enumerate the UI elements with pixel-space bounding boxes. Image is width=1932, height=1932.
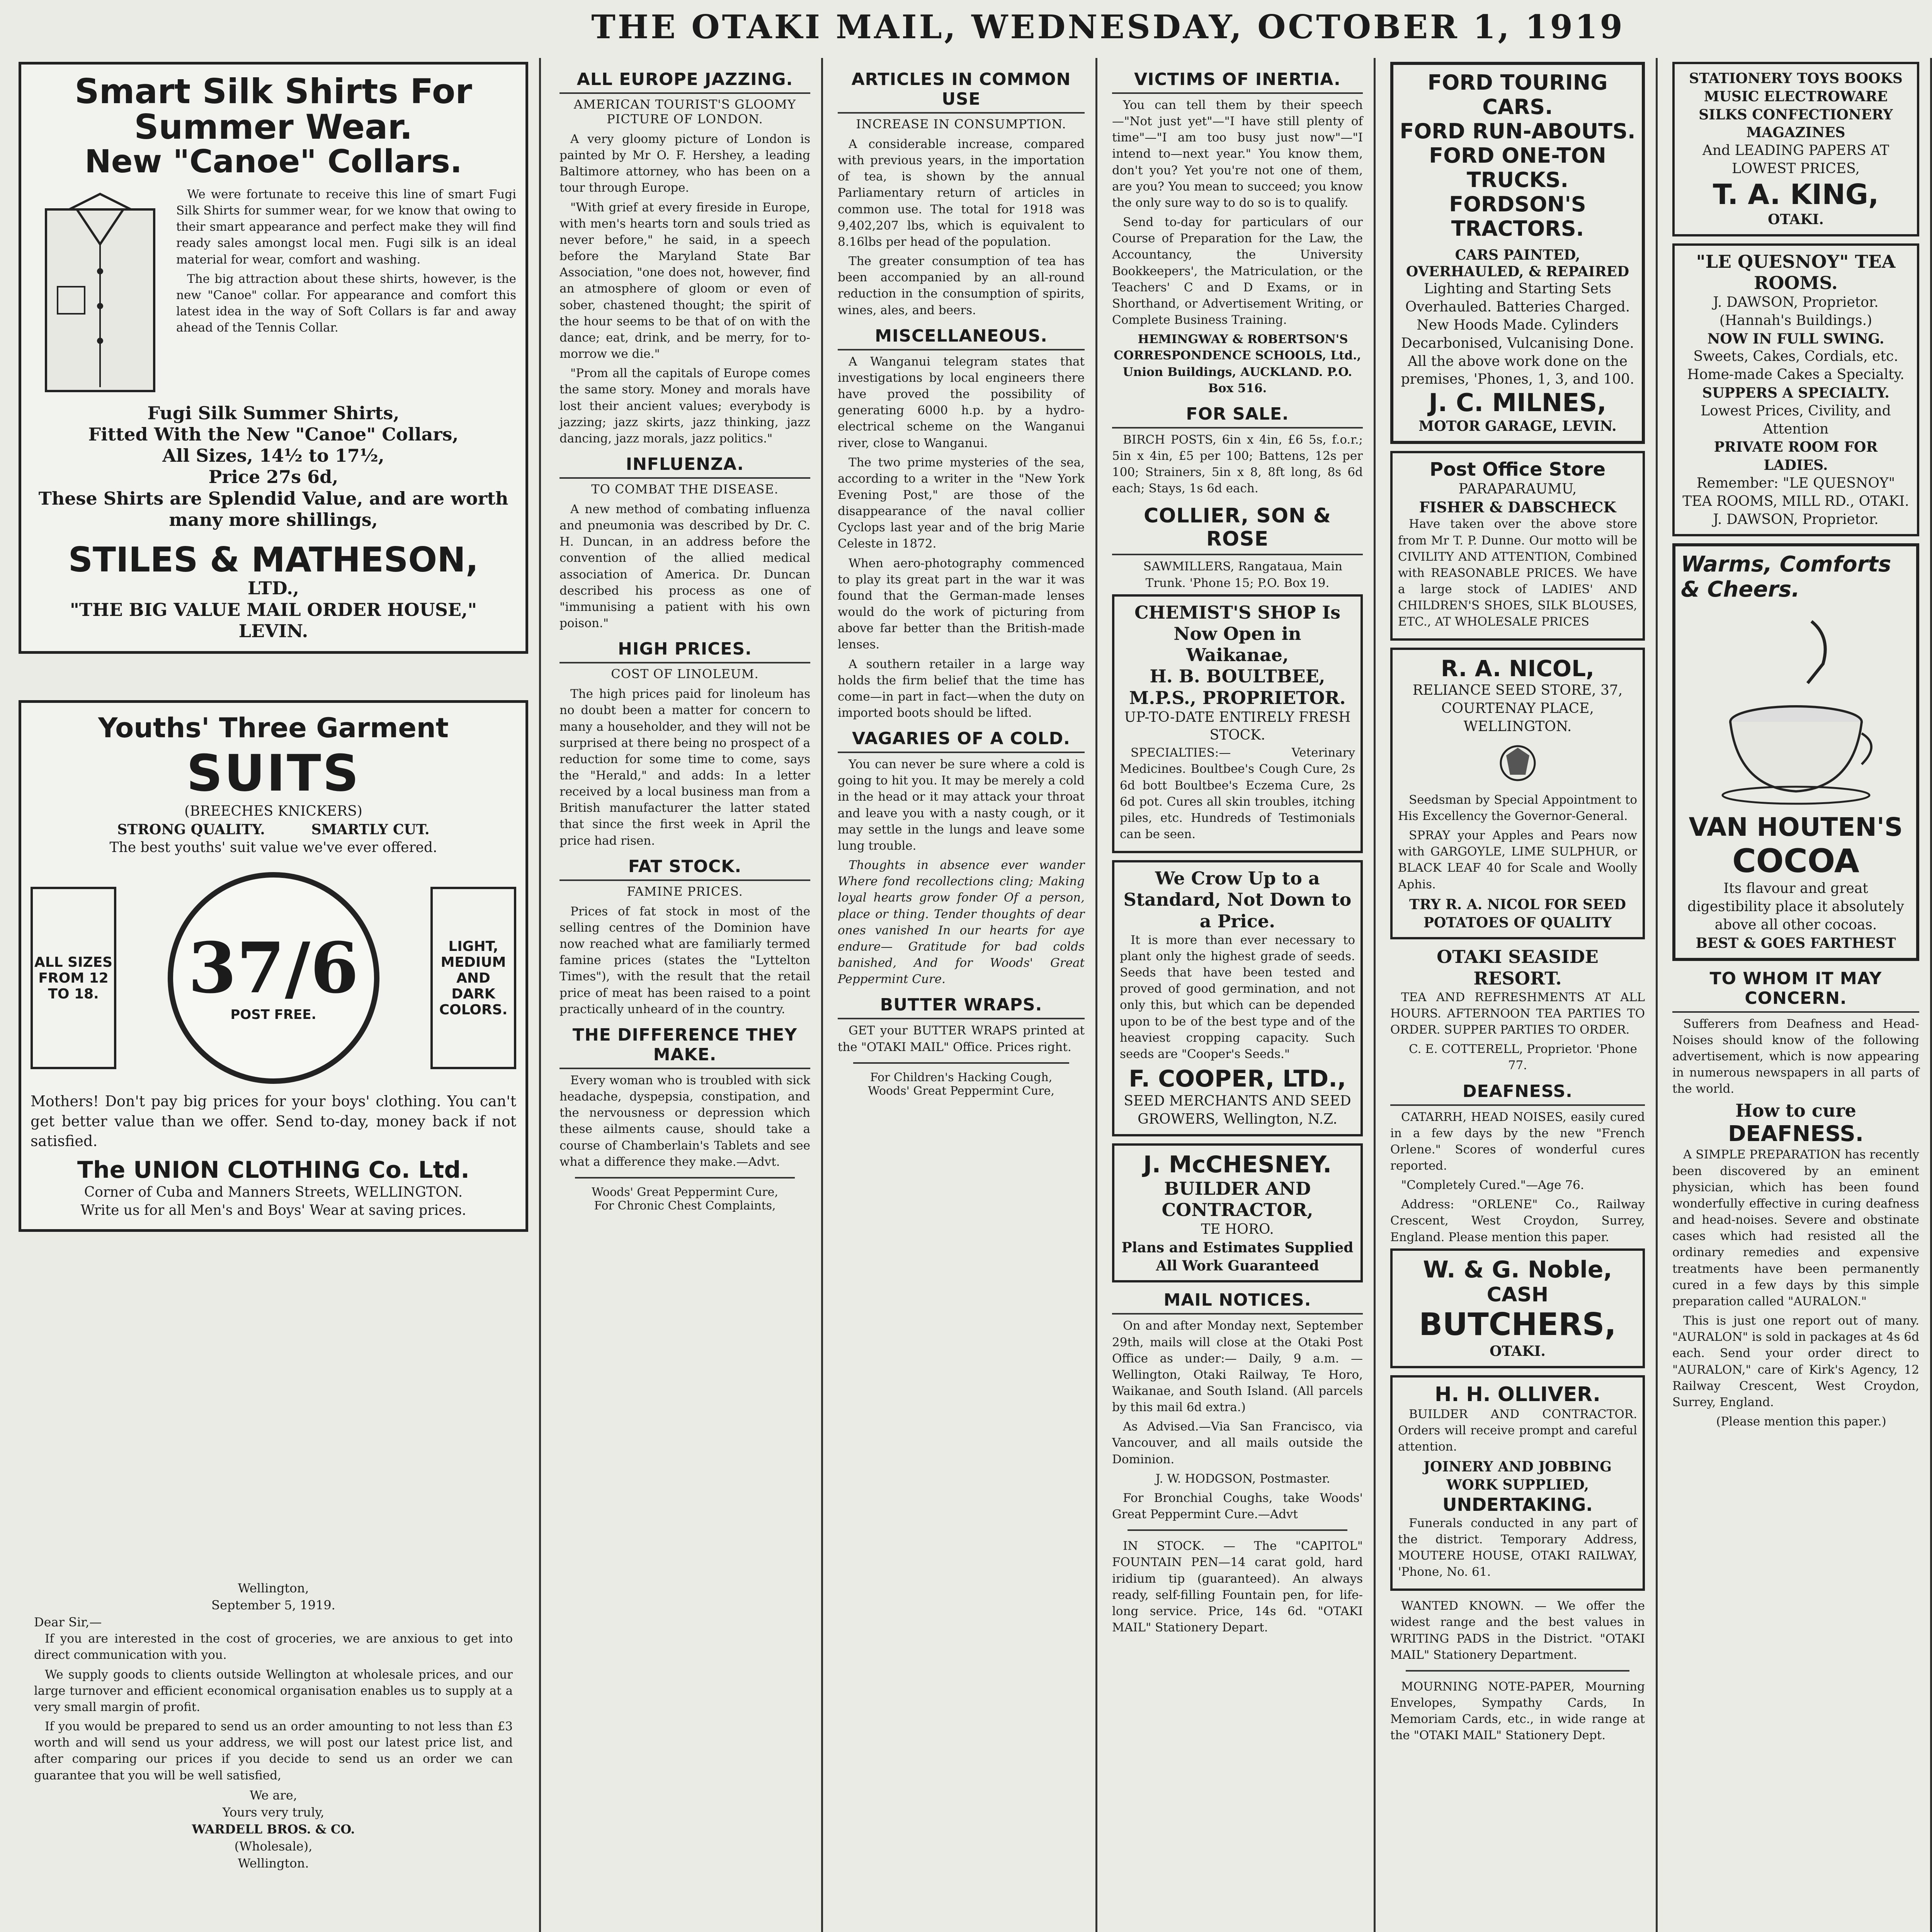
fountain-pen: IN STOCK. — The "CAPITOL" FOUNTAIN PEN—14 carat gold, hard iridium tip (guaranteed). An always ready, self-filling Fountain pen, for life-long service. Price, 14s 6d. "OTAKI MAIL" Stationery Depart. — [1112, 1539, 1363, 1635]
mcchesney-trade: BUILDER AND CONTRACTOR, — [1162, 1178, 1313, 1220]
silk-subtitle: New "Canoe" Collars. — [85, 143, 462, 180]
ford-2: FORD RUN-ABOUTS. — [1400, 119, 1636, 143]
heading-articles: ARTICLES IN COMMON USE — [838, 70, 1085, 114]
otaki-tea: TEA AND REFRESHMENTS AT ALL HOURS. AFTERNOON TEA PARTIES TO ORDER. SUPPER PARTIES TO ORDER. — [1390, 990, 1645, 1037]
cure-title: How to cure — [1735, 1100, 1856, 1121]
cocoa-best: BEST & GOES FARTHEST — [1696, 935, 1896, 951]
difference-para: Every woman who is troubled with sick headache, dyspepsia, constipation, and the nervousness or depression which these ailments cause, should take a course of Chamberlain's Tablets and see what a difference they make.—Advt. — [560, 1073, 810, 1169]
wanted-known: WANTED KNOWN. — We offer the widest range and the best values in WRITING PADS in the District. "OTAKI MAIL" Stationery Department. — [1390, 1599, 1645, 1662]
olliver-trade: BUILDER AND CONTRACTOR. Orders will receive prompt and careful attention. — [1398, 1407, 1637, 1454]
suits-firm: The UNION CLOTHING Co. Ltd. — [77, 1156, 470, 1184]
king-town: OTAKI. — [1768, 211, 1824, 228]
col2-foot-1: Woods' Great Peppermint Cure, — [592, 1185, 778, 1199]
silk-line-4: Price 27s 6d, — [208, 466, 338, 488]
suits-body: Mothers! Don't pay big prices for your boys' clothing. You can't get better value than we offer. Send to-day, money back if not satisfied. — [31, 1093, 516, 1150]
cure-deafness: DEAFNESS. — [1728, 1121, 1864, 1147]
olliver-name: H. H. OLLIVER. — [1434, 1383, 1601, 1406]
column-3 — [827, 58, 1097, 1932]
suits-price-circle — [168, 872, 379, 1084]
masthead: THE OTAKI MAIL, WEDNESDAY, OCTOBER 1, 1919 — [591, 8, 1625, 46]
heading-inertia: VICTIMS OF INERTIA. — [1112, 70, 1363, 94]
royal-crest-icon — [1495, 740, 1541, 786]
milnes-name: J. C. MILNES, — [1429, 389, 1607, 418]
suits-address: Corner of Cuba and Manners Streets, WELLINGTON. — [84, 1184, 463, 1201]
ford-5: CARS PAINTED, OVERHAULED, & REPAIRED — [1406, 247, 1629, 280]
col3-foot-2: Woods' Great Peppermint Cure, — [868, 1084, 1054, 1098]
heading-for-sale: FOR SALE. — [1112, 404, 1363, 429]
shirt-illustration-icon — [31, 186, 170, 403]
lq-dawson: J. DAWSON, Proprietor. — [1713, 511, 1879, 527]
silk-tag: "THE BIG VALUE MAIL ORDER HOUSE," — [70, 599, 477, 620]
lq-private: PRIVATE ROOM FOR LADIES. — [1714, 439, 1878, 474]
silk-firm: STILES & MATHESON, — [68, 540, 479, 580]
mcchesney-place: TE HORO. — [1201, 1221, 1274, 1237]
heading-influenza: INFLUENZA. — [560, 454, 810, 479]
silk-ltd: LTD., — [247, 578, 299, 599]
deaf-address: Address: "ORLENE" Co., Railway Crescent, West Croydon, Surrey, England. Please mention this paper. — [1390, 1197, 1645, 1244]
suits-colors-box: LIGHT, MEDIUM AND DARK COLORS. — [430, 887, 516, 1069]
sub-tourist: AMERICAN TOURIST'S GLOOMY PICTURE OF LONDON. — [573, 97, 796, 126]
letter-close-4: (Wholesale), — [234, 1839, 313, 1854]
king-advert — [1672, 62, 1919, 236]
sub-famine: FAMINE PRICES. — [627, 884, 743, 899]
olliver-funerals: Funerals conducted in any part of the district. Temporary Address, MOUTERE HOUSE, OTAKI RAILWAY, 'Phone, No. 61. — [1398, 1516, 1637, 1579]
silk-line-3: All Sizes, 14½ to 17½, — [162, 445, 384, 466]
sub-consumption: INCREASE IN CONSUMPTION. — [856, 117, 1066, 131]
inertia-para-2: Send to-day for particulars of our Course of Preparation for the Law, the Accountancy, the University Bookkeepers', the Matriculation, or the Teachers' C and D Exams, or in Shorthand, or Advertisement Writing, or Complete Business Training. — [1112, 215, 1363, 327]
letter-close-1: We are, — [250, 1787, 297, 1803]
heading-vagaries: VAGARIES OF A COLD. — [838, 729, 1085, 753]
mcchesney-name: J. McCHESNEY. — [1143, 1151, 1332, 1178]
heading-butter: BUTTER WRAPS. — [838, 995, 1085, 1019]
post-office-store — [1390, 451, 1645, 641]
suits-price: 37/6 — [188, 927, 359, 1009]
heading-deafness: DEAFNESS. — [1390, 1082, 1645, 1106]
heading-high-prices: HIGH PRICES. — [560, 639, 810, 663]
letter-para-3: If you would be prepared to send us an order amounting to not less than £3 worth and will send us your address, we will post our latest price list, and after comparing our prices if you decide to send us an order we can guarantee that you will be well satisfied, — [34, 1719, 513, 1782]
fat-stock-para: Prices of fat stock in most of the selling centres of the Dominion have now reached what are familiarly termed famine prices (states the "Lyttelton Times"), with the result that the retail price of meat has been raised to a point practically unheard of in the country. — [560, 904, 810, 1016]
misc-para-4: A southern retailer in a large way holds the firm belief that the time has come—in part in fact—when the duty on imported boots should be lifted. — [838, 657, 1085, 720]
noble-butchers: BUTCHERS, — [1419, 1306, 1616, 1342]
misc-para-2: The two prime mysteries of the sea, according to a writer in the "New York Evening Post," are those of the disappearance of the naval collier Cyclops last year and of the brig Marie Celeste in 1872. — [838, 455, 1085, 551]
inertia-para-1: You can tell them by their speech—"Not just yet"—"I have still plenty of time"—"I am too busy just now"—"I intend to—next year." You know them, don't you? Yet you're not one of them, are you? You mean to succeed; you know the only sure way to do so is to qualify. — [1112, 98, 1363, 210]
europe-para-1: A very gloomy picture of London is painted by Mr O. F. Hershey, a leading Baltimore attorney, who has been on a tour through Europe. — [560, 132, 810, 195]
whom-para: Sufferers from Deafness and Head-Noises should know of the following advertisement, which is now appearing in numerous newspapers in all parts of the world. — [1672, 1017, 1919, 1096]
otaki-proprietor: C. E. COTTERELL, Proprietor. 'Phone 77. — [1408, 1042, 1638, 1073]
column-1 — [8, 58, 541, 1932]
column-5 — [1379, 58, 1658, 1932]
chemist-specialties: SPECIALTIES:— Veterinary Medicines. Boultbee's Cough Cure, 2s 6d bott Boultbee's Eczema Cure, 2s 6d pot. Cures all skin troubles, itching piles, etc. Hundreds of Testimonials can be seen. — [1120, 746, 1355, 842]
lq-prices: Lowest Prices, Civility, and Attention — [1701, 403, 1891, 437]
suits-sizes-box: ALL SIZES FROM 12 TO 18. — [31, 887, 116, 1069]
olliver-joinery: JOINERY AND JOBBING WORK SUPPLIED, — [1423, 1459, 1612, 1493]
cure-para-2: This is just one report out of many. "AURALON" is sold in packages at 4s 6d each. Send your order direct to "AURALON," care of Kirk's Agency, 12 Railway Crescent, West Croydon, Surrey, England. — [1672, 1314, 1919, 1409]
suits-write: Write us for all Men's and Boys' Wear at saving prices. — [80, 1202, 466, 1219]
le-quesnoy-advert — [1672, 243, 1919, 537]
suits-sub: (BREECHES KNICKERS) — [184, 803, 362, 819]
silk-line-5: These Shirts are Splendid Value, and are worth many more shillings, — [38, 488, 509, 530]
nicol-spray: SPRAY your Apples and Pears now with GARGOYLE, LIME SULPHUR, or BLACK LEAF 40 for Scale and Woolly Aphis. — [1398, 828, 1637, 891]
col2-foot-2: For Chronic Chest Complaints, — [594, 1199, 776, 1213]
milnes-garage: MOTOR GARAGE, LEVIN. — [1418, 418, 1617, 435]
column-2 — [549, 58, 823, 1932]
cocoa-word: COCOA — [1732, 842, 1859, 880]
ford-3: FORD ONE-TON TRUCKS. — [1429, 143, 1606, 192]
heading-mail-notices: MAIL NOTICES. — [1112, 1290, 1363, 1315]
letter-close-3: WARDELL BROS. & CO. — [192, 1822, 355, 1837]
cooper-details: SEED MERCHANTS AND SEED GROWERS, Wellington, N.Z. — [1124, 1093, 1351, 1127]
cocoa-cup-icon — [1715, 606, 1877, 807]
column-4 — [1101, 58, 1376, 1932]
cocoa-advert — [1672, 543, 1919, 961]
butter-para: GET your BUTTER WRAPS printed at the "OTAKI MAIL" Office. Prices right. — [838, 1024, 1085, 1054]
lq-swing: NOW IN FULL SWING. — [1707, 330, 1884, 347]
lq-remember: Remember: "LE QUESNOY" TEA ROOMS, MILL RD., OTAKI. — [1682, 475, 1909, 509]
cure-mention: (Please mention this paper.) — [1716, 1414, 1886, 1429]
suits-advert — [19, 700, 528, 1232]
mail-para-2: As Advised.—Via San Francisco, via Vancouver, and all mails outside the Dominion. — [1112, 1420, 1363, 1466]
king-name: T. A. KING, — [1713, 178, 1879, 211]
ford-1: FORD TOURING CARS. — [1427, 70, 1608, 119]
letter-place: Wellington, — [238, 1580, 309, 1595]
europe-para-2: "With grief at every fireside in Europe, with men's hearts torn and souls tried as never before," he said, in a speech before the Maryland State Bar Association, "one does not, however, find an atmosphere of gloom or even of sober, chastened thought; the spirit of the hour seems to be that of on with the dance; eat, drink, and be merry, for to-morrow we die." — [560, 200, 810, 361]
ford-advert — [1390, 62, 1645, 444]
king-stationery: STATIONERY TOYS BOOKS MUSIC ELECTROWARE SILKS CONFECTIONERY MAGAZINES — [1689, 70, 1903, 141]
deaf-para-1: CATARRH, HEAD NOISES, easily cured in a few days by the new "French Orlene." Scores of wonderful cures reported. — [1390, 1110, 1645, 1173]
nicol-appointment: Seedsman by Special Appointment to His Excellency the Governor-General. — [1398, 793, 1637, 823]
wardell-letter — [19, 1580, 528, 1872]
misc-para-1: A Wanganui telegram states that investigations by local engineers there have proved the possibility of generating 6000 h.p. by a hydro-electrical scheme on the Wanganui river, close to Wanganui. — [838, 354, 1085, 450]
sub-linoleum: COST OF LINOLEUM. — [611, 667, 759, 682]
olliver-advert — [1390, 1375, 1645, 1591]
letter-close-2: Yours very truly, — [222, 1804, 325, 1820]
cocoa-brand: VAN HOUTEN'S — [1689, 812, 1903, 842]
suits-title: Youths' Three Garment — [98, 712, 449, 744]
articles-para-2: The greater consumption of tea has been accompanied by an all-round reduction in the consumption of spirits, wines, ales, and beers. — [838, 254, 1085, 317]
nicol-store: RELIANCE SEED STORE, 37, COURTENAY PLACE, WELLINGTON. — [1412, 682, 1623, 735]
post-body: Have taken over the above store from Mr T. P. Dunne. Our motto will be CIVILITY AND ATTENTION, Combined with REASONABLE PRICES. We have a large stock of LADIES' AND CHILDREN'S SHOES, SILK BLOUSES, ETC., AT WHOLESALE PRICES — [1398, 517, 1637, 629]
hemingway-address: HEMINGWAY & ROBERTSON'S CORRESPONDENCE SCHOOLS, Ltd., Union Buildings, AUCKLAND. P.O. Box 516. — [1114, 332, 1361, 395]
misc-para-3: When aero-photography commenced to play its great part in the war it was found that the German-made lenses would do the work of picturing from above far better than the British-made lenses. — [838, 556, 1085, 652]
deaf-para-2: "Completely Cured."—Age 76. — [1401, 1178, 1584, 1192]
chemist-stock: UP-TO-DATE ENTIRELY FRESH STOCK. — [1124, 709, 1351, 743]
cooper-name: F. COOPER, LTD., — [1129, 1065, 1346, 1093]
nicol-name: R. A. NICOL, — [1440, 655, 1595, 682]
ford-7: All the above work done on the premises, 'Phones, 1, 3, and 100. — [1401, 353, 1634, 388]
lq-sweets: Sweets, Cakes, Cordials, etc. Home-made Cakes a Specialty. — [1687, 349, 1905, 383]
cocoa-flavour: Its flavour and great digestibility place it absolutely above all other cocoas. — [1687, 881, 1904, 933]
suits-cut: SMARTLY CUT. — [311, 821, 430, 838]
post-title: Post Office Store — [1429, 458, 1606, 480]
articles-para-1: A considerable increase, compared with previous years, in the importation of tea, is shown by the annual Parliamentary return of articles in common use. The total for 1918 was 9,402,207 lbs, which is equivalent to 8.16lbs per head of the population. — [838, 137, 1085, 249]
ford-4: FORDSON'S TRACTORS. — [1449, 192, 1586, 241]
sub-combat: TO COMBAT THE DISEASE. — [591, 481, 779, 497]
chemist-advert — [1112, 594, 1363, 853]
europe-para-3: "Prom all the capitals of Europe comes the same story. Money and morals have lost their ancient values; everybody is jazzing; jazz skirts, jazz thinking, jazz dancing, jazz morals, jazz politics." — [560, 366, 810, 446]
postmaster: J. W. HODGSON, Postmaster. — [1155, 1471, 1330, 1486]
silk-shirts-advert — [19, 62, 528, 654]
poem-para: Thoughts in absence ever wander Where fond recollections cling; Making loyal hearts grow fonder Of a person, place or thing. Tender thoughts of dear ones vanished In our hearts for aye endure— Gratitude for bad colds banished, And for Woods' Great Peppermint Cure. — [838, 858, 1085, 986]
heading-miscellaneous: MISCELLANEOUS. — [838, 326, 1085, 350]
grow-title: We Crow Up to a Standard, Not Down to a Price. — [1123, 868, 1352, 932]
suits-line: The best youths' suit value we've ever offered. — [109, 839, 437, 855]
silk-town: LEVIN. — [238, 620, 308, 641]
silk-body-2: The big attraction about these shirts, however, is the new "Canoe" collar. For appearance and comfort this latest idea in the way of Soft Collars is far and away ahead of the Tennis Collar. — [176, 272, 516, 335]
mcchesney-advert — [1112, 1143, 1363, 1283]
nicol-advert — [1390, 648, 1645, 939]
cure-para-1: A SIMPLE PREPARATION has recently been discovered by an eminent physician, which has been found wonderfully effective in curing deafness and head-noises. Severe and obstinate cases which had resisted all the ordinary remedies and expensive treatments have been permanently cured in a few days by this simple preparation called "AURALON." — [1672, 1148, 1919, 1308]
cocoa-warms: Warms, Comforts & Cheers. — [1681, 552, 1891, 602]
grow-body: It is more than ever necessary to plant only the highest grade of seeds. Seeds that have been tested and proved of good germination, and not only this, but which can be depended upon to be of the best type and of the heaviest cropping capacity. Such seeds are "Cooper's Seeds." — [1120, 933, 1355, 1061]
ford-6: Lighting and Starting Sets Overhauled. Batteries Charged. New Hoods Made. Cylinders Decarbonised, Vulcanising Done. — [1401, 281, 1634, 351]
heading-fat-stock: FAT STOCK. — [560, 857, 810, 881]
mail-para-1: On and after Monday next, September 29th, mails will close at the Otaki Post Office as under:— Daily, 9 a.m. — Wellington, Otaki Railway, Te Horo, Waikanae, and South Island. (All parcels by this mail 6d extra.) — [1112, 1319, 1363, 1415]
heading-difference: THE DIFFERENCE THEY MAKE. — [560, 1025, 810, 1069]
lq-proprietor: J. DAWSON, Proprietor. (Hannah's Buildings.) — [1713, 294, 1879, 328]
column-6 — [1662, 58, 1932, 1932]
otaki-resort: OTAKI SEASIDE RESORT. — [1437, 946, 1599, 989]
influenza-para: A new method of combating influenza and pneumonia was described by Dr. C. H. Duncan, in an address before the convention of the allied medical association of America. Dr. Duncan described his process as one of "immunising a patient with his own poison." — [560, 502, 810, 631]
olliver-undertaking: UNDERTAKING. — [1442, 1494, 1593, 1515]
letter-para-2: We supply goods to clients outside Wellington at wholesale prices, and our large turnover and efficient economical organisation enables us to supply at a very small margin of profit. — [34, 1667, 513, 1714]
letter-date: September 5, 1919. — [211, 1597, 335, 1612]
mcchesney-plans: Plans and Estimates Supplied All Work Guaranteed — [1121, 1239, 1354, 1274]
letter-close-5: Wellington. — [238, 1856, 309, 1871]
suits-big: SUITS — [186, 743, 361, 803]
nicol-try: TRY R. A. NICOL FOR SEED POTATOES OF QUALITY — [1409, 896, 1626, 931]
noble-cash: CASH — [1486, 1283, 1549, 1306]
silk-line-1: Fugi Silk Summer Shirts, — [147, 402, 400, 423]
lq-title: "LE QUESNOY" TEA ROOMS. — [1696, 251, 1896, 293]
collier-name: COLLIER, SON & ROSE — [1112, 504, 1363, 555]
bronchial: For Bronchial Coughs, take Woods' Great Peppermint Cure.—Advt — [1112, 1491, 1363, 1522]
noble-town: OTAKI. — [1490, 1343, 1546, 1359]
silk-line-2: Fitted With the New "Canoe" Collars, — [88, 424, 459, 445]
vagaries-para: You can never be sure where a cold is going to hit you. It may be merely a cold in the head or it may attack your throat and leave you with a nasty cough, or it may settle in the lungs and leave some lung trouble. — [838, 757, 1085, 853]
linoleum-para: The high prices paid for linoleum has no doubt been a matter for concern to many a householder, and they will not be surprised at there being no prospect of a reduction for some time to come, says the "Herald," and adds: In a letter received by a local business man from a British manufacturer the latter stated that since the first week in April the price had risen. — [560, 687, 810, 848]
letter-salutation: Dear Sir,— — [34, 1615, 102, 1630]
chemist-title: CHEMIST'S SHOP Is Now Open in Waikanae, — [1134, 602, 1341, 666]
noble-advert — [1390, 1248, 1645, 1368]
col3-foot-1: For Children's Hacking Cough, — [870, 1070, 1053, 1084]
heading-all-europe: ALL EUROPE JAZZING. — [560, 70, 810, 94]
chemist-owner: H. B. BOULTBEE, M.P.S., PROPRIETOR. — [1129, 666, 1346, 708]
heading-whom: TO WHOM IT MAY CONCERN. — [1672, 969, 1919, 1013]
silk-title: Smart Silk Shirts For Summer Wear. — [75, 71, 472, 147]
lq-suppers: SUPPERS A SPECIALTY. — [1702, 384, 1889, 401]
suits-post-free: POST FREE. — [230, 1007, 316, 1023]
cooper-advert — [1112, 860, 1363, 1136]
birch-posts: BIRCH POSTS, 6in x 4in, £6 5s, f.o.r.; 5in x 4in, £5 per 100; Battens, 12s per 100; Strainers, 5in x 8, 8ft long, 8s 6d each; Stays, 1s 6d each. — [1112, 432, 1363, 496]
mourning-paper: MOURNING NOTE-PAPER, Mourning Envelopes, Sympathy Cards, In Memoriam Cards, etc., in wide range at the "OTAKI MAIL" Stationery Dept. — [1390, 1679, 1645, 1743]
king-papers: And LEADING PAPERS AT LOWEST PRICES, — [1702, 143, 1889, 177]
post-place: PARAPARAUMU, — [1458, 481, 1577, 497]
letter-para-1: If you are interested in the cost of groceries, we are anxious to get into direct communication with you. — [34, 1632, 513, 1662]
noble-name: W. & G. Noble, — [1423, 1256, 1612, 1283]
suits-quality: STRONG QUALITY. — [117, 821, 265, 838]
silk-body-1: We were fortunate to receive this line of smart Fugi Silk Shirts for summer wear, for we know that owing to their smart appearance and perfect make they will find ready sales amongst local men. Fugi silk is an ideal material for wear, comfort and washing. — [176, 187, 516, 267]
post-owners: FISHER & DABSCHECK — [1419, 498, 1616, 516]
collier-details: SAWMILLERS, Rangataua, Main Trunk. 'Phone 15; P.O. Box 19. — [1143, 560, 1343, 590]
